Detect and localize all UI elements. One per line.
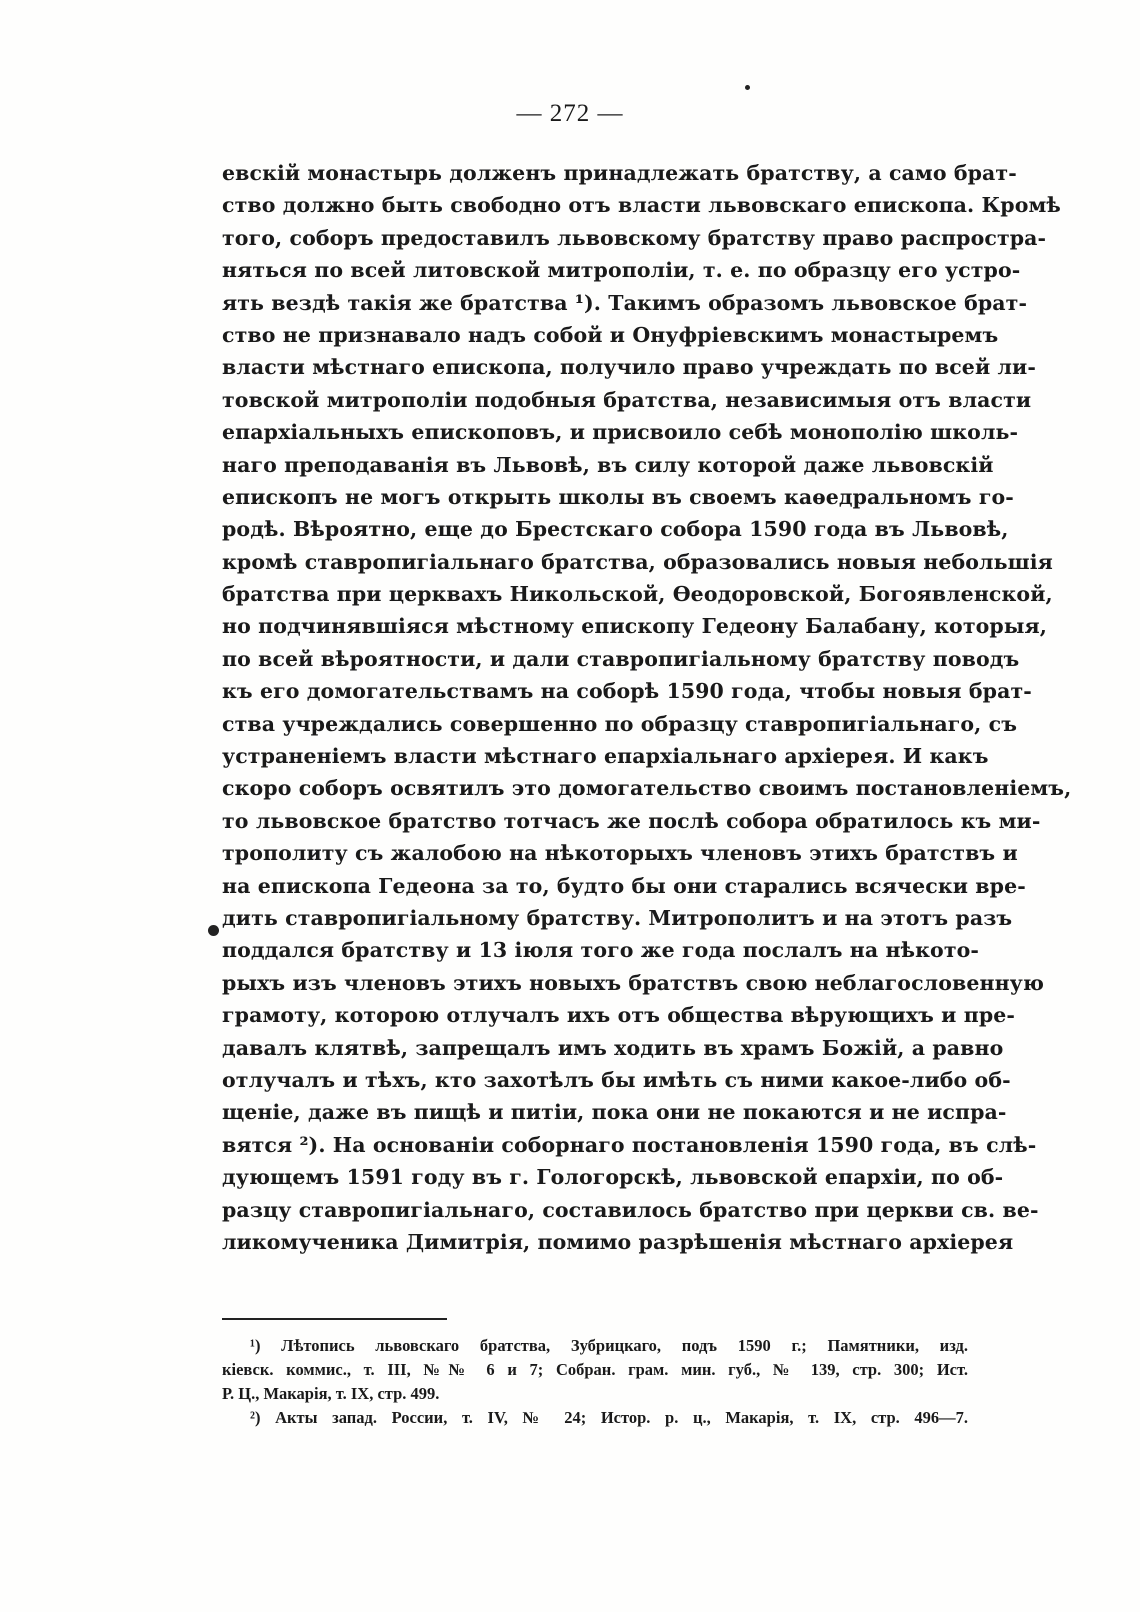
text-line: скоро соборъ освятилъ это домогательство своимъ постановленіемъ, [222,776,1072,801]
footnote-1-line: кіевск. коммис., т. III, №№ 6 и 7; Собран. грам. мин. губ., № 139, стр. 300; Ист. [222,1360,968,1379]
text-line: ство не признавало надъ собой и Онуфріевскимъ монастыремъ [222,322,999,347]
text-line: братства при церквахъ Никольской, Ѳеодоровской, Богоявленской, [222,582,1053,607]
text-line: рыхъ изъ членовъ этихъ новыхъ братствъ свою неблагословенную [222,970,1045,995]
text-line: дующемъ 1591 году въ г. Гологорскѣ, львовской епархіи, по об- [222,1165,1004,1190]
page-number: — 272 — [516,100,624,127]
text-line: давалъ клятвѣ, запрещалъ имъ ходить въ храмъ Божій, а равно [222,1035,1004,1060]
text-line: кромѣ ставропигіальнаго братства, образовались новыя небольшія [222,549,1053,574]
text-line: няться по всей литовской митрополіи, т. е. по образцу его устро- [222,258,1021,283]
text-line: щеніе, даже въ пищѣ и питіи, пока они не покаются и не испра- [222,1100,1007,1125]
text-line: то львовское братство тотчасъ же послѣ собора обратилось къ ми- [222,808,1041,833]
text-line: отлучалъ и тѣхъ, кто захотѣлъ бы имѣть съ ними какое-либо об- [222,1067,1011,1092]
text-line: дить ставропигіальному братству. Митрополитъ и на этотъ разъ [222,905,1013,930]
footnotes [222,1334,968,1430]
text-line: на епископа Гедеона за то, будто бы они старались всячески вре- [222,873,1026,898]
ink-speck [745,85,750,90]
text-line: того, соборъ предоставилъ львовскому братству право распростра- [222,225,1047,250]
text-line: по всей вѣроятности, и дали ставропигіальному братству поводъ [222,646,1020,671]
body-paragraph [222,157,1072,1258]
ink-speck-margin [208,925,219,936]
text-line: устраненіемъ власти мѣстнаго епархіальнаго архіерея. И какъ [222,744,989,769]
text-line: ство должно быть свободно отъ власти львовскаго епископа. Кромѣ [222,193,1061,218]
text-line: ликомученика Димитрія, помимо разрѣшенія мѣстнаго архіерея [222,1229,1014,1254]
text-line: ства учреждались совершенно по образцу ставропигіальнаго, съ [222,711,1018,736]
text-line: вятся ²). На основаніи соборнаго постановленія 1590 года, въ слѣ- [222,1132,1037,1157]
footnote-1-line: Р. Ц., Макарія, т. IX, стр. 499. [222,1384,440,1403]
text-line: но подчинявшіяся мѣстному епископу Гедеону Балабану, которыя, [222,614,1047,639]
text-line: разцу ставропигіальнаго, составилось братство при церкви св. ве- [222,1197,1039,1222]
text-line: грамоту, которою отлучалъ ихъ отъ общества вѣрующихъ и пре- [222,1003,1016,1028]
text-line: родѣ. Вѣроятно, еще до Брестскаго собора 1590 года въ Львовѣ, [222,517,1009,542]
text-line: епископъ не могъ открыть школы въ своемъ каѳедральномъ го- [222,484,1014,509]
footnote-divider [222,1318,447,1320]
text-line: къ его домогательствамъ на соборѣ 1590 года, чтобы новыя брат- [222,679,1032,704]
text-line: товской митрополіи подобныя братства, независимыя отъ власти [222,387,1032,412]
text-line: поддался братству и 13 іюля того же года послалъ на нѣкото- [222,938,980,963]
text-line: наго преподаванія въ Львовѣ, въ силу которой даже львовскій [222,452,994,477]
text-line: трополиту съ жалобою на нѣкоторыхъ членовъ этихъ братствъ и [222,841,1018,866]
text-line: власти мѣстнаго епископа, получило право учреждать по всей ли- [222,355,1036,380]
footnote-1-line: ¹) Лѣтопись львовскаго братства, Зубрицкаго, подъ 1590 г.; Памятники, изд. [250,1336,968,1355]
text-line: епархіальныхъ епископовъ, и присвоило себѣ монополію школь- [222,420,1019,445]
footnote-2-line: ²) Акты запад. России, т. IV, № 24; Истор. р. ц., Макарія, т. IX, стр. 496—7. [250,1408,968,1427]
text-line: ять вездѣ такія же братства ¹). Такимъ образомъ львовское брат- [222,290,1028,315]
text-line: евскій монастырь долженъ принадлежать братству, а само брат- [222,161,1017,185]
